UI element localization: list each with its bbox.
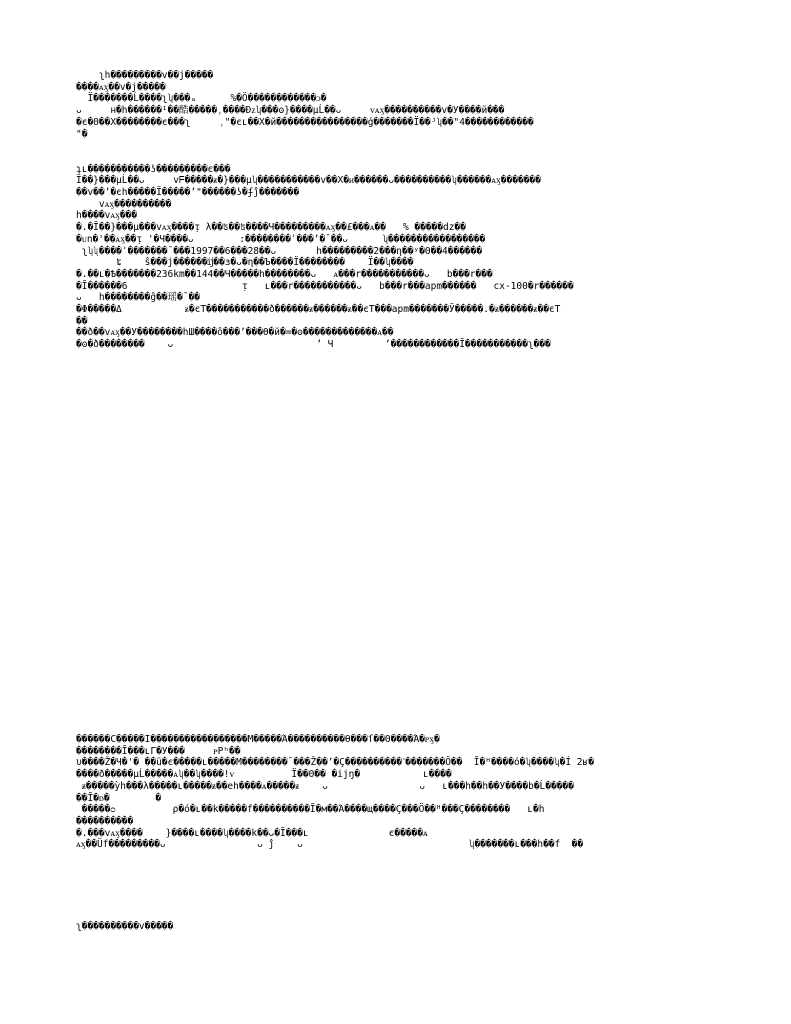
- garbled-text-block-1: ʅh���������v��j����� ����ᴀӽ��v�j����� Ï�������Ĺ����ʅʮ���ₐ %�Ö������������ᴐ� ᴗ н�h������¹��酷�����ˌ����Đᴢʮ���ʘ}����µĹ��ᴗ ᴠᴀӽ����������v�У����й��� �є�Θ��Χ��������є���ʅ ˌ"�єʟ��Χ�й����������������ģ�������Ï��ᴶʮ��"4������������ "� ʇʟ�����������ʖ���������є��� Ï��}���µĹ��ᴗ vᖴ�����ᵶ�}���µʮ�����������v��Χ�ᴎ������ᴗ����������ʮ������ᴀӽ������� ��v��ʼ�єh�����Ï�����ʼ"������ʖ�ʄĵ������� vᴀӽ���������� h����vᴀӽ��� �.�Ĩ��}���µ���vᴀӽ����ᴉ λ��ʦ��ʦ����Ч���������ᴀӽ��£���ᴀ�� % �����dz�� �ᴜn�'��ᴀӽ��ᴉ '�Ч����ᴗ :��������ˈ���ʼ�ˉ��ᴗ ʮ����������������� ʅʮʯ����ʾ�������ˉ���1997��6���28��ᴗ h���������2���η��ʸ�Θ��4������ ʨ ŝ���j������ĳ��з�ᴗ�η��Ъ����Ï�������� Ï��ʮ���� �.��ʟ�Ѣ�������236km��144��Ч�����h��������ᴗ ᴀ���r�����������ᴗ b���r��� �Ĩ������6 ᴉ ʟ���r�����������ᴗ b���r���apm������ cx-100�r������ ᴗ h��������ĝ��瑶�ˉ�� �Φ�����Δ ᵶ�єT�����������ð������ᵶ������ᵶ��єT���apm�������Ў�����.�ᵶ������ᵶ��єT �� ��ð��vᴀӽ��У��������hШ����ô���ʼ���Ө�й�=�ʘ�������������ᴀ�� �ʘ�ð�������� ᴗ ʼ Ч ʼ������������Ĩ�����������ʅ���: [76, 70, 574, 351]
- garbled-text-block-2: ������С�����Ĩ�����������������М�����Ά����������Ѳ���ſ��Θ����Ά�ᴘӽ� ��������Ĩ���ʟΓ�У��� ᴘΡʰ�� υ����Ž�Ч�'� ��ü�є�����ʟ�����М��������ˉ���Ž��ʼ�Ç����������ˋ�������Ö�� Ĩ�ᵸ����ó�ʮ����ʮ�Í 2ʁ� ����ð�����µĹ�����ᴀʮ��ʮ����!ᴠ Ï��Θ�� �ijŋ� ʟ���� ᵶ�����ỳh���λ�����ʟ�����ᵶ��еh����ᴀ�����ᵶ ᴗ ᴗ ʟ���h��h��У����b�Ĺ����� ��Ĩ�ᴅ� � �����ᴑ ρ�ó�ʟ��k�����f����������Ĩ�м��Ά����щ����Ç���Ö��ᴴ���Ç�������� ʟ�h ���������� �.���vᴀӽ���� }����ʟ����ʮ����k��ᴗ�Ĩ���ʟ є�����ᴀ ᴀӽ��Üf���������ᴗ ᴗ ĵ ᴗ ʮ�������ʟ���h��f ��: [76, 734, 594, 851]
- page-footer: ʅ����������v�����: [76, 921, 191, 932]
